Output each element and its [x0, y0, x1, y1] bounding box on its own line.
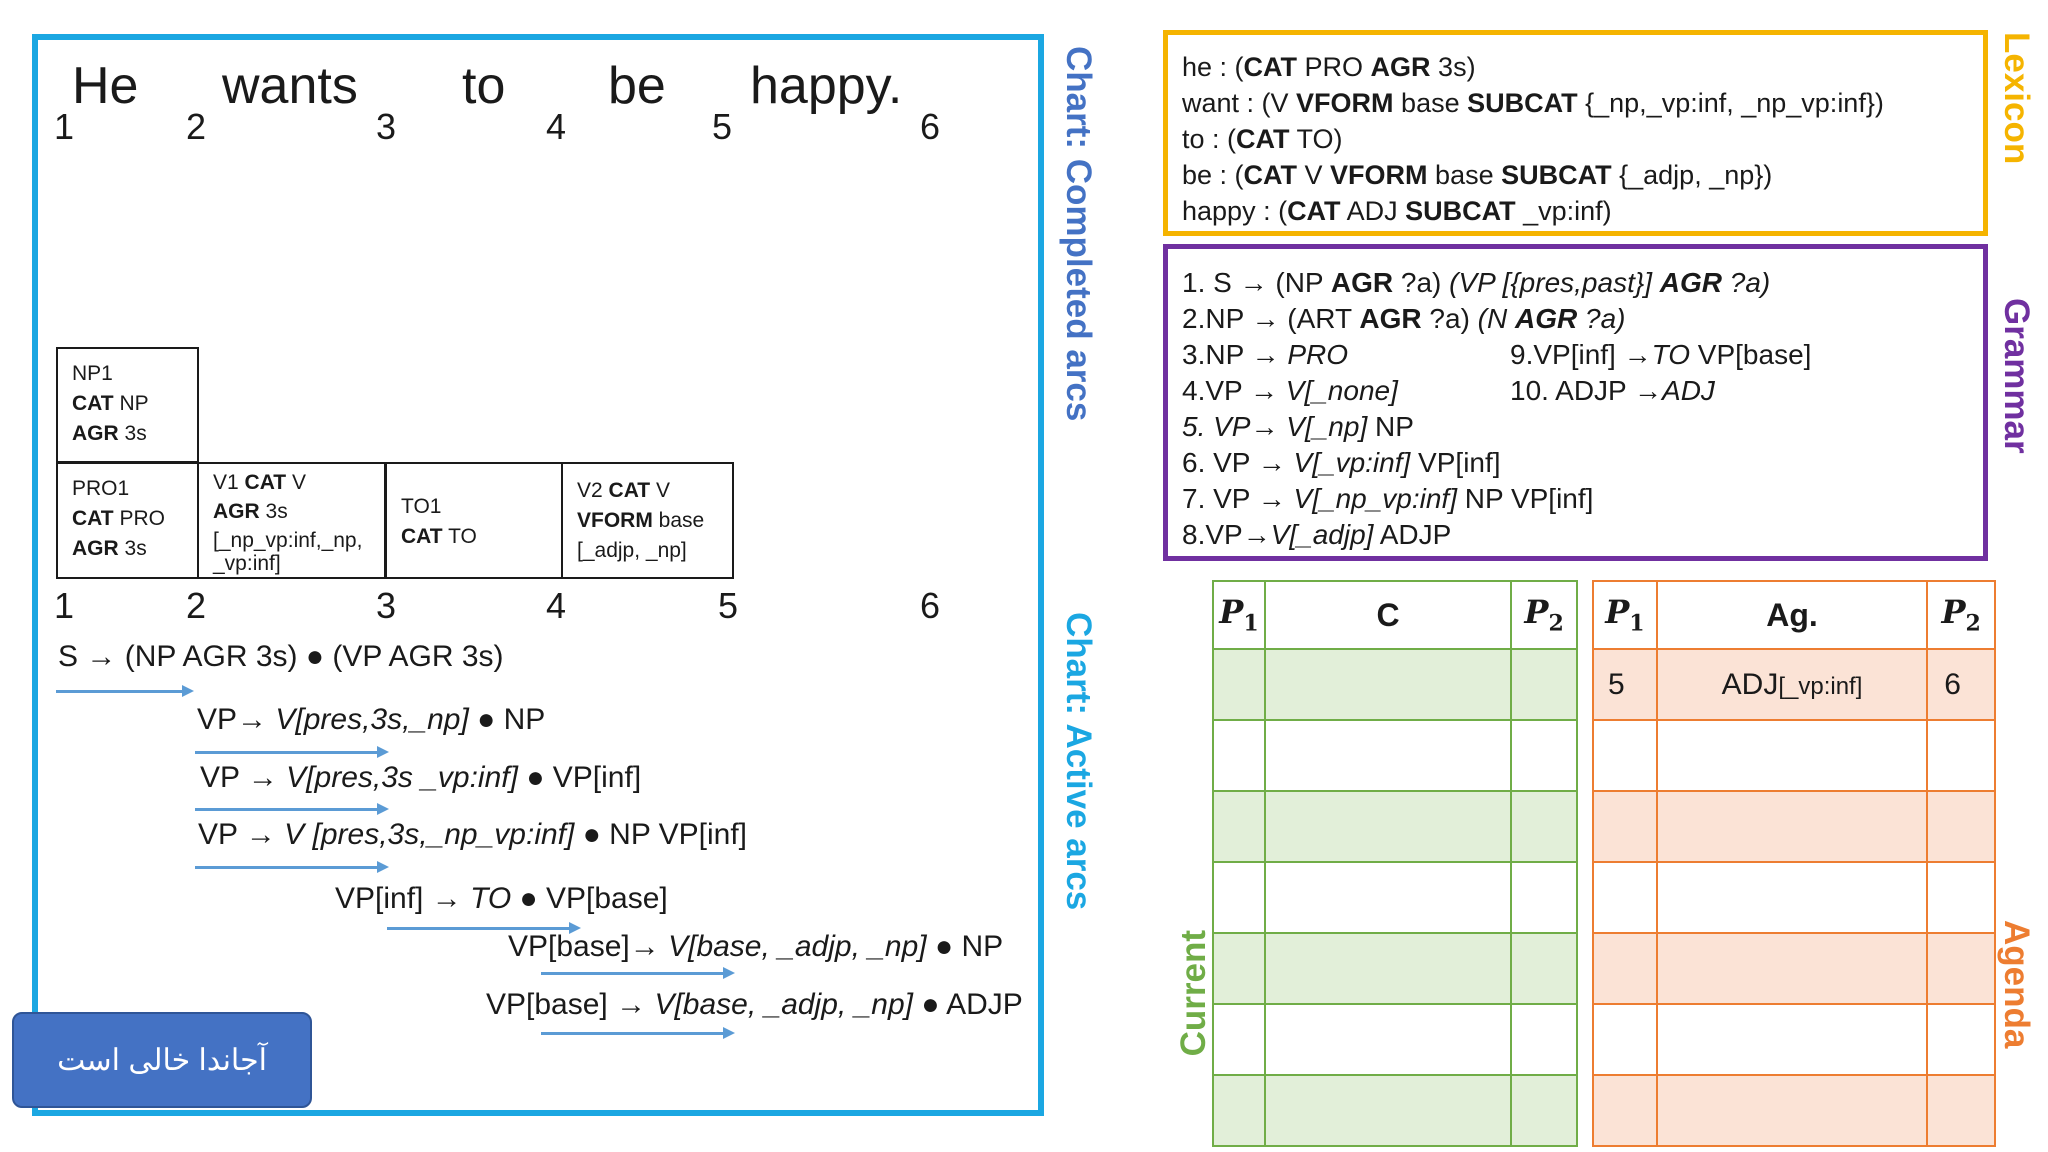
- feature-name: VFORM: [577, 509, 653, 532]
- grammar-rule-7: 7. VP → V[_np_vp:inf] NP VP[inf]: [1182, 483, 1594, 514]
- arc-dot: ●: [519, 882, 538, 915]
- current-header-p1: $P_1$: [1213, 581, 1265, 649]
- grammar-rule-9: 9.VP[inf] →TO VP[base]: [1510, 339, 1812, 370]
- current-header-p2: $P_2$: [1511, 581, 1577, 649]
- current-header-row: [1213, 581, 1577, 649]
- feature-value: V: [655, 479, 670, 502]
- table-row: [1593, 720, 1995, 791]
- constituent-pro1: [56, 462, 199, 579]
- arc-lhs: VP: [200, 761, 240, 794]
- position-3-top: 3: [376, 106, 397, 147]
- agenda-header-p1: $P_1$: [1593, 581, 1657, 649]
- completed-arcs-label: Chart: Completed arcs: [1059, 46, 1098, 422]
- arc-dot: ●: [934, 930, 954, 963]
- constituent-v1: [197, 462, 386, 579]
- arc-4-span-arrow: [195, 866, 385, 869]
- arc-arrow-symbol: →: [247, 761, 278, 794]
- lexicon-entry-he: he : (CAT PRO AGR 3s): [1182, 52, 1476, 82]
- arc-found: TO: [470, 882, 512, 915]
- table-row: [1593, 649, 1995, 720]
- constituent-id: PRO1: [72, 477, 130, 500]
- feature-value: 3s: [124, 422, 147, 445]
- feature-value: V: [291, 471, 306, 494]
- table-row: [1213, 649, 1577, 720]
- table-row: [1213, 1075, 1577, 1146]
- arc-remaining: VP[base]: [546, 882, 668, 915]
- feature-name: AGR: [213, 500, 260, 523]
- arc-lhs: VP[inf]: [335, 882, 424, 915]
- grammar-rule-10: 10. ADJP →ADJ: [1510, 375, 1715, 406]
- table-row: [1213, 933, 1577, 1004]
- position-4-top: 4: [546, 106, 567, 147]
- constituent-id: V1: [213, 471, 239, 494]
- agenda-header-p2: $P_2$: [1927, 581, 1995, 649]
- arc-3-span-arrow: [195, 808, 385, 811]
- word-1: He: [72, 57, 139, 115]
- active-arc-4: [198, 818, 747, 852]
- feature-name: CAT: [244, 471, 287, 494]
- arc-dot: ●: [582, 818, 601, 851]
- constituent-to1: [385, 462, 563, 579]
- constituent-id: V2: [577, 479, 603, 502]
- arc-remaining: NP VP[inf]: [609, 818, 747, 851]
- word-3: to: [462, 57, 506, 115]
- constituent-id: TO1: [401, 495, 442, 518]
- active-arc-6: [508, 930, 1003, 964]
- arc-remaining: (VP AGR 3s): [332, 640, 504, 673]
- arc-found: V[base, _adjp, _np]: [668, 930, 927, 963]
- lexicon-box: [1163, 30, 1988, 236]
- arc-found: V[pres,3s,_np]: [275, 703, 469, 736]
- word-5: happy.: [750, 57, 903, 115]
- arc-2-span-arrow: [195, 751, 385, 754]
- lexicon-label: Lexicon: [1997, 32, 2036, 165]
- feature-value: base: [658, 509, 705, 532]
- position-2-top: 2: [186, 106, 207, 147]
- grammar-rule-3: 3.NP → PRO: [1182, 339, 1348, 370]
- feature-value: [_np_vp:inf,_np,: [213, 529, 363, 552]
- feature-value: NP: [119, 392, 149, 415]
- arc-arrow-symbol: →: [86, 640, 117, 673]
- feature-value: PRO: [119, 507, 165, 530]
- arc-remaining: NP: [961, 930, 1004, 963]
- arc-found: (NP AGR 3s): [124, 640, 298, 673]
- grammar-rule-4: 4.VP → V[_none]: [1182, 375, 1398, 406]
- feature-value: 3s: [124, 537, 147, 560]
- grammar-rule-6: 6. VP → V[_vp:inf] VP[inf]: [1182, 447, 1501, 478]
- constituent-v2: [561, 462, 734, 579]
- arc-remaining: ADJP: [946, 988, 1023, 1021]
- arc-arrow-symbol: →: [245, 818, 276, 851]
- arc-dot: ●: [921, 988, 940, 1021]
- arc-found: V [pres,3s,_np_vp:inf]: [284, 818, 575, 851]
- position-4-bottom: 4: [546, 585, 567, 626]
- position-6-top: 6: [920, 106, 941, 147]
- arc-found: V[pres,3s _vp:inf]: [286, 761, 518, 794]
- lexicon-entry-happy: happy : (CAT ADJ SUBCAT _vp:inf): [1182, 196, 1612, 226]
- arc-arrow-symbol: →: [629, 930, 660, 963]
- table-row: [1213, 1004, 1577, 1075]
- feature-value: TO: [448, 525, 477, 548]
- active-arc-5: [335, 882, 668, 916]
- active-arc-7: [486, 988, 1023, 1022]
- table-row: [1593, 1004, 1995, 1075]
- feature-name: AGR: [72, 537, 119, 560]
- agenda-header-ag: Ag.: [1657, 581, 1928, 649]
- table-row: [1593, 933, 1995, 1004]
- table-row: [1593, 862, 1995, 933]
- feature-name: CAT: [72, 507, 114, 530]
- agenda-table: [1592, 580, 1996, 1147]
- position-6-bottom: 6: [920, 585, 941, 626]
- position-2-bottom: 2: [186, 585, 207, 626]
- table-row: [1213, 791, 1577, 862]
- arc-arrow-symbol: →: [237, 703, 268, 736]
- feature-name: CAT: [608, 479, 651, 502]
- arc-1-span-arrow: [56, 690, 190, 693]
- table-row: [1593, 1075, 1995, 1146]
- table-row: [1593, 791, 1995, 862]
- active-arc-2: [197, 703, 545, 737]
- arc-dot: ●: [477, 703, 496, 736]
- active-arc-3: [200, 761, 641, 795]
- lexicon-entry-to: to : (CAT TO): [1182, 124, 1343, 154]
- arc-7-span-arrow: [541, 1032, 731, 1035]
- arc-lhs: VP: [197, 703, 238, 736]
- arc-found: V[base, _adjp, _np]: [654, 988, 913, 1021]
- arc-remaining: NP: [503, 703, 546, 736]
- arc-lhs: VP: [198, 818, 238, 851]
- grammar-rule-3-and-9: [1182, 337, 1969, 373]
- arc-dot: ●: [526, 761, 545, 794]
- word-4: be: [608, 57, 666, 115]
- grammar-label: Grammar: [1997, 298, 2036, 454]
- feature-value: [_adjp, _np]: [577, 539, 687, 562]
- grammar-rule-4-and-10: [1182, 373, 1969, 409]
- agenda-label: Agenda: [1997, 920, 2036, 1049]
- grammar-rule-1: 1. S → (NP AGR ?a) (VP [{pres,past}] AGR ?a): [1182, 267, 1771, 298]
- agenda-cell-p2: 6: [1927, 649, 1995, 720]
- arc-remaining: VP[inf]: [552, 761, 642, 794]
- grammar-rule-2: 2.NP → (ART AGR ?a) (N AGR ?a): [1182, 303, 1626, 334]
- active-arc-1: [58, 640, 504, 674]
- feature-name: AGR: [72, 422, 119, 445]
- current-header-c: C: [1265, 581, 1511, 649]
- constituent-id: NP1: [72, 362, 113, 385]
- current-label: Current: [1174, 930, 1213, 1057]
- position-5-top: 5: [712, 106, 733, 147]
- agenda-header-row: [1593, 581, 1995, 649]
- arc-arrow-symbol: →: [431, 882, 462, 915]
- position-3-bottom: 3: [376, 585, 397, 626]
- arc-arrow-symbol: →: [616, 988, 647, 1021]
- position-1-bottom: 1: [54, 585, 75, 626]
- grammar-rule-5: 5. VP→ V[_np] NP: [1182, 411, 1414, 442]
- constituent-np1: [56, 347, 199, 463]
- arc-6-span-arrow: [541, 972, 731, 975]
- lexicon-entry-want: want : (V VFORM base SUBCAT {_np,_vp:inf, _np_vp:inf}): [1182, 88, 1884, 118]
- position-1-top: 1: [54, 106, 75, 147]
- arc-lhs: S: [58, 640, 79, 673]
- agenda-empty-button[interactable]: آجاندا خالی است: [12, 1012, 312, 1108]
- position-5-bottom: 5: [718, 585, 739, 626]
- grammar-rule-8: 8.VP→V[_adjp] ADJP: [1182, 519, 1452, 550]
- grammar-box: [1163, 244, 1988, 561]
- agenda-cell-p1: 5: [1593, 649, 1657, 720]
- active-arcs-label: Chart: Active arcs: [1059, 612, 1098, 911]
- feature-name: CAT: [401, 525, 443, 548]
- feature-value: _vp:inf]: [213, 552, 281, 575]
- word-2: wants: [222, 57, 358, 115]
- feature-value: 3s: [265, 500, 288, 523]
- arc-lhs: VP[base]: [508, 930, 630, 963]
- arc-dot: ●: [305, 640, 324, 673]
- arc-lhs: VP[base]: [486, 988, 608, 1021]
- table-row: [1213, 720, 1577, 791]
- agenda-cell-ag: ADJ[_vp:inf]: [1657, 649, 1928, 720]
- feature-name: CAT: [72, 392, 114, 415]
- lexicon-entry-be: be : (CAT V VFORM base SUBCAT {_adjp, _np}): [1182, 160, 1773, 190]
- table-row: [1213, 862, 1577, 933]
- current-table: [1212, 580, 1578, 1147]
